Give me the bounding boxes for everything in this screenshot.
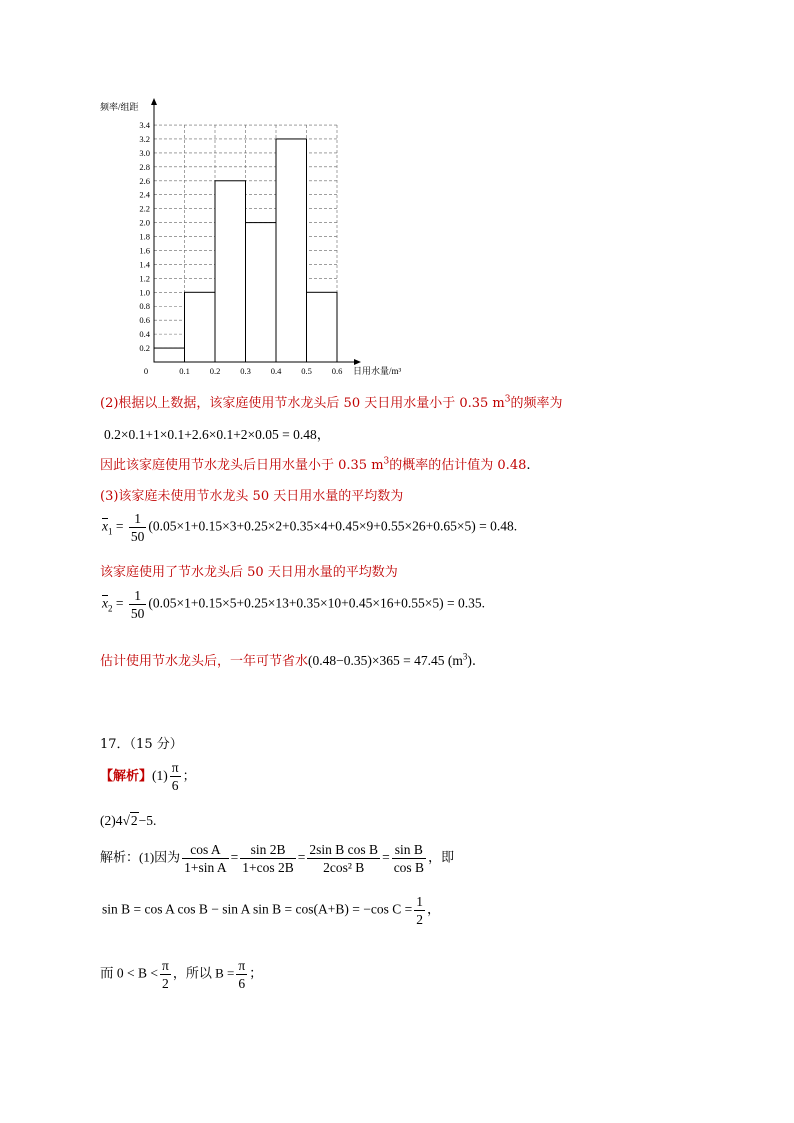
y-tick-label-9: 2.0 — [139, 217, 150, 228]
q17-answer-1: 【解析】(1) $\frac{\pi}{6}$ ； — [100, 760, 196, 793]
x-tick-label-3: 0.3 — [240, 366, 251, 376]
y-tick-label-14: 3.0 — [139, 147, 150, 158]
part2-intro: (2)根据以上数据，该家庭使用节水龙头后 50 天日用水量小于 0.35 $m^3$的频率为 — [100, 394, 563, 411]
chart-y-tick-labels — [139, 120, 150, 353]
q17-answer-2: (2)4√2−5. — [100, 813, 157, 828]
part2-conclusion: 因此该家庭使用节水龙头后日用水量小于 0.35 $m^3$的概率的估计值为 0.48. — [100, 456, 531, 473]
part3-mean-after: $\overline{x}_2$ = $\frac{1}{50}$ (0.05×1+0.15×5+0.25×13+0.35×10+0.45×16+0.55×5) = 0.35. — [102, 588, 485, 621]
histogram-bar-4 — [276, 139, 307, 362]
y-tick-label-11: 2.4 — [139, 189, 150, 200]
x-axis-arrow — [354, 359, 361, 365]
y-tick-label-13: 2.8 — [139, 161, 150, 172]
x-tick-label-2: 0.2 — [209, 366, 221, 376]
y-tick-label-15: 3.2 — [139, 133, 150, 144]
y-tick-label-8: 1.8 — [139, 231, 150, 242]
y-tick-label-2: 0.6 — [139, 315, 150, 326]
histogram-bar-5 — [307, 292, 338, 362]
x-tick-label-4: 0.4 — [270, 366, 282, 376]
q17-header: 17．（15 分） — [100, 737, 183, 752]
y-tick-label-0: 0.2 — [139, 343, 150, 354]
part2-calc: 0.2×0.1+1×0.1+2.6×0.1+2×0.05 = 0.48， — [104, 427, 331, 442]
q17-solution-line3: 而 0 < B < $\frac{\pi}{2}$ ，所以 B = $\frac{\pi}{6}$ ； — [100, 958, 263, 991]
y-tick-label-5: 1.2 — [139, 273, 150, 284]
q17-solution-line2: sin B = cos A cos B − sin A sin B = cos(A+B) = −cos C = $\frac{1}{2}$ ， — [102, 894, 441, 927]
part3-after: 该家庭使用了节水龙头后 50 天日用水量的平均数为 — [100, 565, 398, 580]
y-tick-label-1: 0.4 — [139, 329, 150, 340]
y-tick-label-3: 0.8 — [139, 301, 150, 312]
y-tick-label-6: 1.4 — [139, 259, 150, 270]
y-axis-arrow — [151, 98, 157, 105]
y-tick-label-10: 2.2 — [139, 203, 150, 214]
part3-estimate: 估计使用节水龙头后，一年可节省水(0.48−0.35)×365 = 47.45 $(m^3)$. — [100, 651, 476, 669]
x-tick-label-6: 0.6 — [331, 366, 343, 376]
histogram-bar-1 — [185, 292, 216, 362]
histogram-bar-3 — [246, 223, 277, 362]
y-axis-label: 频率/组距 — [100, 102, 139, 112]
histogram-bar-0 — [154, 348, 185, 362]
x-tick-label-0: 0 — [143, 366, 149, 376]
x-axis-label: 日用水量/m³ — [353, 366, 402, 376]
y-tick-label-4: 1.0 — [139, 287, 150, 298]
part3-intro: (3)该家庭未使用节水龙头 50 天日用水量的平均数为 — [100, 489, 404, 504]
histogram-chart — [90, 95, 430, 385]
y-tick-label-12: 2.6 — [139, 175, 150, 186]
y-tick-label-16: 3.4 — [139, 120, 150, 131]
y-tick-label-7: 1.6 — [139, 245, 150, 256]
chart-x-tick-labels — [144, 366, 342, 376]
x-tick-label-1: 0.1 — [179, 366, 190, 376]
part3-mean-before: $\overline{x}_1$ = $\frac{1}{50}$ (0.05×1+0.15×3+0.25×2+0.35×4+0.45×9+0.55×26+0.65×5) = 0.48. — [102, 511, 518, 544]
x-tick-label-5: 0.5 — [301, 366, 312, 376]
histogram-bar-2 — [215, 181, 246, 362]
q17-solution-line1: 解析：(1)因为 $\frac{\text{cos A}}{\text{1+sin A}}$ = $\frac{\sin 2B}{1+\cos 2B}$ = $\frac{\text{2sin B cos B}}{\text{2cos² B}}$ = $\frac{\text{sin B}}{\text{cos B}}$ ，即 — [100, 842, 455, 875]
